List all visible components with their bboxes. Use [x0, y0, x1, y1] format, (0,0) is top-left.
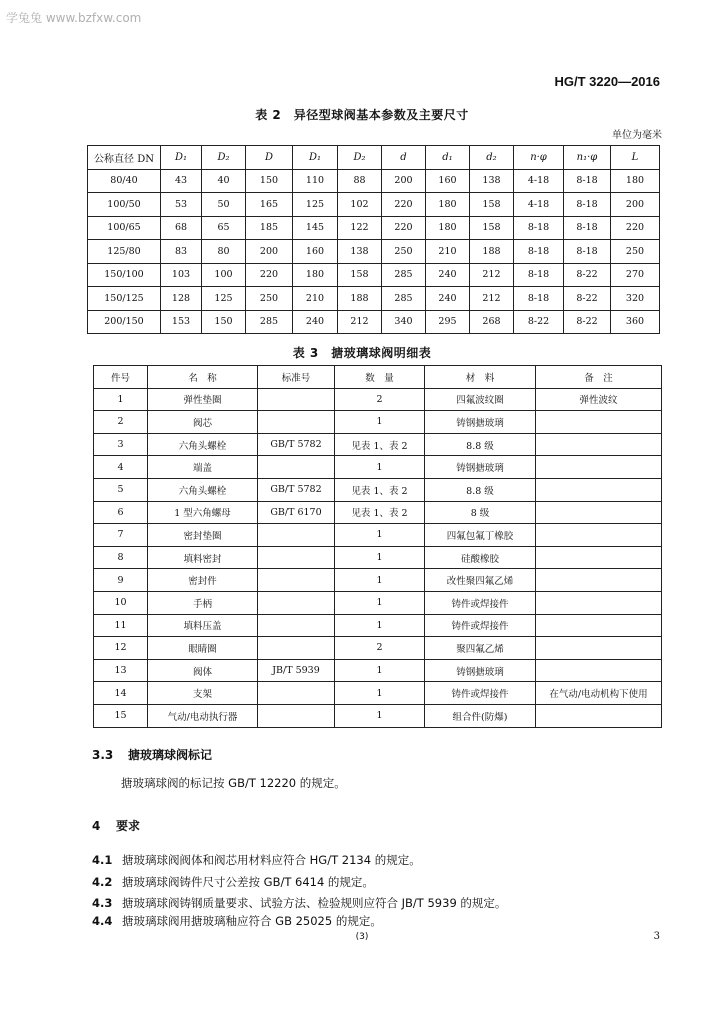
table2-cell: 188 [470, 240, 514, 264]
table2-cell: 125/80 [88, 240, 161, 264]
table3-cell [536, 591, 662, 614]
table3-cell: 端盖 [148, 456, 258, 479]
table3-row [94, 704, 662, 727]
table3-cell [536, 569, 662, 592]
table3-cell: JB/T 5939 [258, 659, 335, 682]
table2-row [88, 216, 660, 240]
table2-cell: 220 [246, 263, 293, 287]
table2-header-cell: L [611, 146, 660, 170]
table2-cell: 145 [293, 216, 338, 240]
clause-number: 4.2 [92, 875, 113, 889]
standard-number: HG/T 3220—2016 [554, 74, 660, 89]
clause-text: 搪玻璃球阀用搪玻璃釉应符合 GB 25025 的规定。 [122, 914, 382, 928]
table3-cell: 1 [335, 411, 425, 434]
table3-cell: 1 [94, 388, 148, 411]
table3-cell: 2 [94, 411, 148, 434]
table3-cell: 1 [335, 524, 425, 547]
table2-header-cell: D₂ [202, 146, 246, 170]
table3-row [94, 569, 662, 592]
table2-cell: 340 [382, 310, 426, 334]
table3-cell [536, 433, 662, 456]
table2-cell: 88 [338, 169, 382, 193]
table3-cell: 四氟包氟丁橡胶 [425, 524, 536, 547]
table3-cell: 15 [94, 704, 148, 727]
table2-cell: 138 [470, 169, 514, 193]
table2-cell: 68 [161, 216, 202, 240]
table2-cell: 8-22 [564, 263, 611, 287]
table2-cell: 102 [338, 193, 382, 217]
table3-cell: 见表 1、表 2 [335, 433, 425, 456]
clause-4-4 [92, 913, 382, 929]
table2-cell: 240 [293, 310, 338, 334]
table2-header-cell: n₁·φ [564, 146, 611, 170]
table3-cell: 铸件或焊接件 [425, 614, 536, 637]
clause-text: 搪玻璃球阀铸件尺寸公差按 GB/T 6414 的规定。 [122, 875, 374, 889]
table2-cell: 83 [161, 240, 202, 264]
table2-body [88, 169, 660, 334]
table3-cell [258, 591, 335, 614]
table2-cell: 150 [246, 169, 293, 193]
table3-row [94, 637, 662, 660]
table3-row [94, 659, 662, 682]
table3-cell: 5 [94, 478, 148, 501]
table2-ball-valve-dimensions [87, 145, 660, 334]
table2-cell: 210 [293, 287, 338, 311]
table3-cell: 密封件 [148, 569, 258, 592]
table3-cell: 11 [94, 614, 148, 637]
clause-4-2 [92, 874, 374, 890]
table2-cell: 125 [202, 287, 246, 311]
table3-cell [536, 501, 662, 524]
section-number: 4 [92, 819, 101, 833]
table3-cell: 12 [94, 637, 148, 660]
table3-cell: 3 [94, 433, 148, 456]
table3-cell: 铸件或焊接件 [425, 591, 536, 614]
table2-cell: 210 [426, 240, 470, 264]
table2-cell: 285 [382, 263, 426, 287]
table2-cell: 8-18 [564, 216, 611, 240]
table2-cell: 8-22 [564, 310, 611, 334]
clause-text: 搪玻璃球阀铸钢质量要求、试验方法、检验规则应符合 JB/T 5939 的规定。 [122, 896, 507, 910]
table3-cell: 见表 1、表 2 [335, 478, 425, 501]
table3-cell: 在气动/电动机构下使用 [536, 682, 662, 705]
table3-cell: 密封垫圈 [148, 524, 258, 547]
table2-cell: 285 [382, 287, 426, 311]
table2-header-cell: D₁ [293, 146, 338, 170]
table3-cell: 铸件或焊接件 [425, 682, 536, 705]
table2-cell: 8-18 [514, 287, 564, 311]
table2-header-cell: d₁ [426, 146, 470, 170]
table2-cell: 103 [161, 263, 202, 287]
table3-cell: 硅酸橡胶 [425, 546, 536, 569]
table2-header-cell: d [382, 146, 426, 170]
table2-cell: 200 [611, 193, 660, 217]
table2-cell: 8-18 [564, 193, 611, 217]
table2-header-cell: D₂ [338, 146, 382, 170]
table3-caption: 表 3 搪玻璃球阀明细表 [292, 346, 432, 360]
table2-cell: 180 [426, 216, 470, 240]
table2-cell: 250 [246, 287, 293, 311]
table3-cell [258, 388, 335, 411]
table2-cell: 165 [246, 193, 293, 217]
table3-cell: 铸钢搪玻璃 [425, 456, 536, 479]
table3-cell: 阀体 [148, 659, 258, 682]
table3-cell: 9 [94, 569, 148, 592]
table2-cell: 295 [426, 310, 470, 334]
table2-header-cell: n·φ [514, 146, 564, 170]
table3-cell: 1 [335, 682, 425, 705]
table3-cell: 手柄 [148, 591, 258, 614]
table2-cell: 240 [426, 263, 470, 287]
table2-cell: 138 [338, 240, 382, 264]
table3-cell: 4 [94, 456, 148, 479]
clause-number: 4.4 [92, 914, 113, 928]
table2-header-row [88, 146, 660, 170]
table2-cell: 268 [470, 310, 514, 334]
table3-cell [536, 411, 662, 434]
table3-body [94, 388, 662, 727]
section-3-3-heading [92, 746, 212, 763]
table2-cell: 8-18 [564, 169, 611, 193]
table3-cell: 1 [335, 456, 425, 479]
table3-cell: 填料压盖 [148, 614, 258, 637]
table3-cell [536, 546, 662, 569]
table2-cell: 80/40 [88, 169, 161, 193]
table2-cell: 150/100 [88, 263, 161, 287]
table3-cell: 填料密封 [148, 546, 258, 569]
table3-cell: 13 [94, 659, 148, 682]
table3-row [94, 456, 662, 479]
table3-cell: 6 [94, 501, 148, 524]
table2-header-cell: 公称直径 DN [88, 146, 161, 170]
table3-cell: 7 [94, 524, 148, 547]
table3-cell [536, 614, 662, 637]
table3-cell [258, 637, 335, 660]
table2-cell: 212 [470, 287, 514, 311]
table2-cell: 8-18 [564, 240, 611, 264]
table3-cell [258, 682, 335, 705]
table2-cell: 8-18 [514, 263, 564, 287]
table2-cell: 4-18 [514, 169, 564, 193]
table2-header-cell: d₂ [470, 146, 514, 170]
table2-cell: 180 [293, 263, 338, 287]
table2-cell: 4-18 [514, 193, 564, 217]
section-number: 3.3 [92, 748, 114, 762]
table2-cell: 160 [293, 240, 338, 264]
table2-cell: 200/150 [88, 310, 161, 334]
table2-cell: 212 [470, 263, 514, 287]
table3-row [94, 433, 662, 456]
table2-cell: 188 [338, 287, 382, 311]
table3-row [94, 591, 662, 614]
table3-cell: 1 [335, 546, 425, 569]
table2-cell: 320 [611, 287, 660, 311]
page-number: 3 [653, 931, 660, 942]
table3-cell [258, 524, 335, 547]
table3-cell: 阀芯 [148, 411, 258, 434]
clause-4-3 [92, 895, 506, 911]
table3-cell [536, 637, 662, 660]
table2-cell: 240 [426, 287, 470, 311]
table2-cell: 8-18 [514, 240, 564, 264]
table3-row [94, 682, 662, 705]
table3-cell: 1 [335, 569, 425, 592]
table3-cell: 2 [335, 637, 425, 660]
table2-cell: 110 [293, 169, 338, 193]
table3-header-cell: 数 量 [335, 366, 425, 389]
table2-cell: 8-18 [514, 216, 564, 240]
table2-row [88, 240, 660, 264]
table3-header-cell: 备 注 [536, 366, 662, 389]
table3-header-cell: 标准号 [258, 366, 335, 389]
table3-cell: 聚四氟乙烯 [425, 637, 536, 660]
clause-number: 4.3 [92, 896, 113, 910]
table3-row [94, 614, 662, 637]
section-3-3-text: 搪玻璃球阀的标记按 GB/T 12220 的规定。 [121, 776, 346, 790]
table3-row [94, 524, 662, 547]
table3-cell: GB/T 6170 [258, 501, 335, 524]
section-title: 要求 [116, 819, 141, 833]
table3-cell [536, 456, 662, 479]
table2-cell: 160 [426, 169, 470, 193]
table3-row [94, 501, 662, 524]
table3-cell [536, 524, 662, 547]
clause-4-1 [92, 852, 421, 868]
table3-cell [258, 704, 335, 727]
table2-cell: 158 [338, 263, 382, 287]
table2-cell: 122 [338, 216, 382, 240]
table2-row [88, 310, 660, 334]
table2-cell: 40 [202, 169, 246, 193]
table3-row [94, 388, 662, 411]
table3-cell: 铸钢搪玻璃 [425, 659, 536, 682]
table2-cell: 220 [382, 216, 426, 240]
table2-cell: 360 [611, 310, 660, 334]
table2-cell: 212 [338, 310, 382, 334]
table2-row [88, 263, 660, 287]
table3-cell [258, 456, 335, 479]
table3-cell: 1 [335, 614, 425, 637]
table3-cell: 弹性波纹 [536, 388, 662, 411]
table2-cell: 153 [161, 310, 202, 334]
table3-cell: 2 [335, 388, 425, 411]
table2-cell: 8-22 [564, 287, 611, 311]
table2-cell: 250 [382, 240, 426, 264]
table2-cell: 158 [470, 216, 514, 240]
table2-cell: 180 [611, 169, 660, 193]
table3-cell [258, 546, 335, 569]
table2-cell: 250 [611, 240, 660, 264]
table3-cell: 四氟波纹圈 [425, 388, 536, 411]
table3-header-row [94, 366, 662, 389]
table2-header-cell: D [246, 146, 293, 170]
table3-cell: 1 [335, 591, 425, 614]
table2-cell: 150/125 [88, 287, 161, 311]
table3-cell: 1 [335, 704, 425, 727]
table2-cell: 185 [246, 216, 293, 240]
table2-cell: 8-22 [514, 310, 564, 334]
table3-cell: 铸钢搪玻璃 [425, 411, 536, 434]
table2-cell: 100 [202, 263, 246, 287]
table3-cell: 8.8 级 [425, 433, 536, 456]
table3-row [94, 546, 662, 569]
table3-cell: 1 [335, 659, 425, 682]
table2-row [88, 193, 660, 217]
table2-unit: 单位为毫米 [612, 130, 662, 141]
table3-cell [258, 411, 335, 434]
table2-cell: 80 [202, 240, 246, 264]
table2-cell: 270 [611, 263, 660, 287]
table3-cell: 眼睛圈 [148, 637, 258, 660]
table2-cell: 200 [246, 240, 293, 264]
table3-header-cell: 材 料 [425, 366, 536, 389]
table3-cell: 组合件(防爆) [425, 704, 536, 727]
table3-cell: 弹性垫圈 [148, 388, 258, 411]
table3-cell: 8 [94, 546, 148, 569]
table3-cell [536, 478, 662, 501]
table3-row [94, 478, 662, 501]
table3-cell [536, 704, 662, 727]
table2-cell: 50 [202, 193, 246, 217]
table3-cell: 气动/电动执行器 [148, 704, 258, 727]
footer-page-code: (3) [355, 932, 369, 942]
table2-cell: 43 [161, 169, 202, 193]
table3-cell: 1 型六角螺母 [148, 501, 258, 524]
table3-header-cell: 件号 [94, 366, 148, 389]
table3-cell [536, 659, 662, 682]
table3-cell: GB/T 5782 [258, 478, 335, 501]
clause-text: 搪玻璃球阀阀体和阀芯用材料应符合 HG/T 2134 的规定。 [122, 853, 421, 867]
table3-cell: 14 [94, 682, 148, 705]
clause-number: 4.1 [92, 853, 113, 867]
section-title: 搪玻璃球阀标记 [128, 748, 213, 762]
table3-cell [258, 614, 335, 637]
table2-cell: 220 [382, 193, 426, 217]
table2-cell: 200 [382, 169, 426, 193]
table2-cell: 100/65 [88, 216, 161, 240]
table3-cell: 六角头螺栓 [148, 433, 258, 456]
table3-cell [258, 569, 335, 592]
table2-cell: 100/50 [88, 193, 161, 217]
section-4-heading [92, 817, 140, 834]
table2-cell: 220 [611, 216, 660, 240]
table2-caption: 表 2 异径型球阀基本参数及主要尺寸 [255, 108, 469, 122]
watermark-text: 学兔兔 www.bzfxw.com [6, 11, 142, 25]
table2-cell: 285 [246, 310, 293, 334]
table3-cell: 10 [94, 591, 148, 614]
table3-cell: 改性聚四氟乙烯 [425, 569, 536, 592]
table3-cell: 六角头螺栓 [148, 478, 258, 501]
table3-row [94, 411, 662, 434]
table3-cell: GB/T 5782 [258, 433, 335, 456]
table2-header-cell: D₁ [161, 146, 202, 170]
table2-cell: 53 [161, 193, 202, 217]
table2-cell: 65 [202, 216, 246, 240]
table2-cell: 125 [293, 193, 338, 217]
table3-cell: 8.8 级 [425, 478, 536, 501]
table2-row [88, 169, 660, 193]
table3-cell: 8 级 [425, 501, 536, 524]
table2-cell: 150 [202, 310, 246, 334]
table3-header-cell: 名 称 [148, 366, 258, 389]
table2-row [88, 287, 660, 311]
table3-cell: 见表 1、表 2 [335, 501, 425, 524]
table3-cell: 支架 [148, 682, 258, 705]
table3-parts-list [93, 365, 662, 728]
table2-cell: 180 [426, 193, 470, 217]
table2-cell: 128 [161, 287, 202, 311]
table2-cell: 158 [470, 193, 514, 217]
